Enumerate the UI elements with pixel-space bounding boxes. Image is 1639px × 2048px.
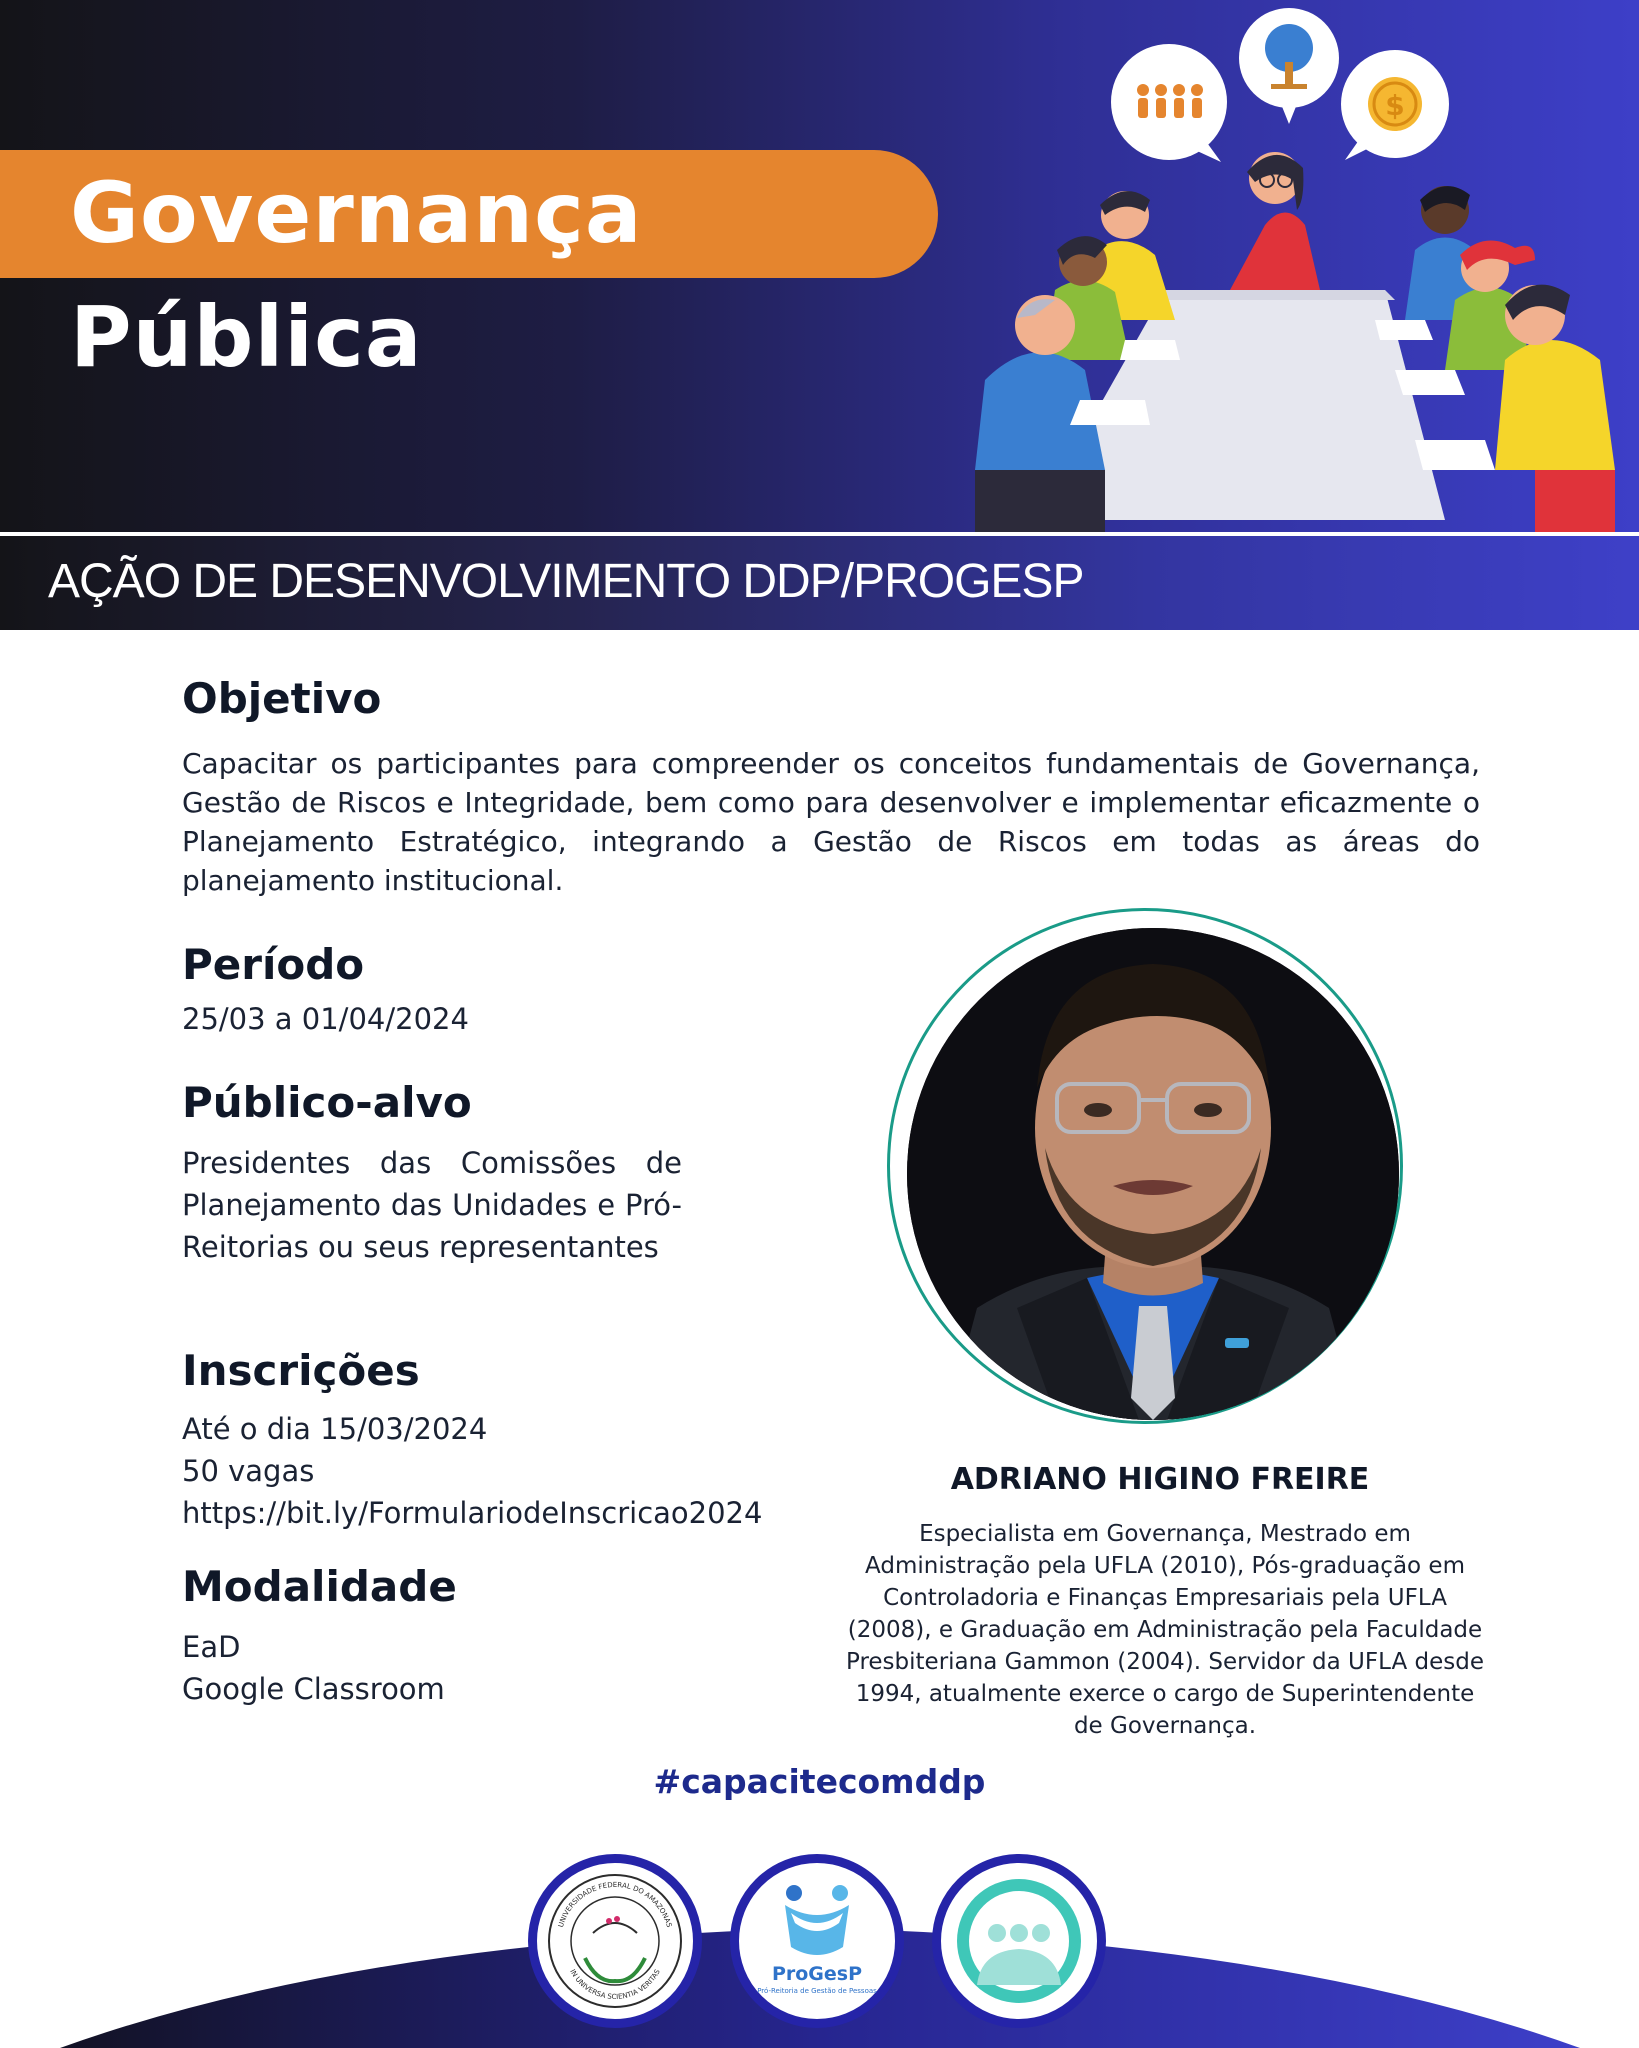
publico-heading: Público-alvo bbox=[182, 1078, 472, 1127]
progesp-logo bbox=[730, 1854, 904, 2028]
objetivo-text: Capacitar os participantes para compreender os conceitos fundamentais de Governança, Gestão de Riscos e Integridade, bem como para desenvolver e implementar eficazmente o Planejamento Estratégico, integrando a Gestão de Riscos em todas as áreas do planejamento institucional. bbox=[182, 747, 1480, 897]
title-line-2: Pública bbox=[70, 288, 423, 386]
speaker-name: ADRIANO HIGINO FREIRE bbox=[950, 1462, 1370, 1497]
inscricoes-link[interactable]: https://bit.ly/FormulariodeInscricao2024 bbox=[182, 1496, 763, 1530]
speaker-bio: Especialista em Governança, Mestrado em Administração pela UFLA (2010), Pós-graduação em Controladoria e Finanças Empresariais pela UFLA (2008), e Graduação em Administração pela Faculdade Presbiteriana Gammon (2004). Servidor da UFLA desde 1994, atualmente exerce o cargo de Superintendente de Governança. bbox=[845, 1521, 1484, 1739]
people-bubble-icon bbox=[1111, 44, 1227, 162]
ddp-logo bbox=[932, 1854, 1106, 2028]
modalidade-line-2: Google Classroom bbox=[182, 1672, 445, 1706]
ufam-ring-top: UNIVERSIDADE FEDERAL DO AMAZONAS bbox=[556, 1880, 674, 1929]
progesp-name: ProGesP bbox=[771, 1963, 863, 1985]
periodo-value: 25/03 a 01/04/2024 bbox=[182, 1002, 469, 1036]
inscricoes-heading: Inscrições bbox=[182, 1346, 420, 1395]
hashtag: #capacitecomddp bbox=[653, 1762, 986, 1801]
speaker-photo bbox=[907, 928, 1399, 1420]
modalidade-line-1: EaD bbox=[182, 1630, 241, 1664]
meeting-illustration bbox=[975, 0, 1639, 534]
tree-bubble-icon bbox=[1239, 8, 1339, 124]
objetivo-heading: Objetivo bbox=[182, 674, 382, 723]
ufam-logo bbox=[528, 1854, 702, 2028]
modalidade-heading: Modalidade bbox=[182, 1562, 457, 1611]
progesp-subtitle: Pró-Reitoria de Gestão de Pessoas bbox=[757, 1987, 877, 1995]
divider-line bbox=[0, 532, 1639, 536]
title-line-1: Governança bbox=[70, 164, 643, 262]
inscricoes-vagas: 50 vagas bbox=[182, 1454, 315, 1488]
header-banner bbox=[0, 0, 1639, 534]
subtitle-text: AÇÃO DE DESENVOLVIMENTO DDP/PROGESP bbox=[48, 555, 1084, 608]
periodo-heading: Período bbox=[182, 940, 365, 989]
svg-text:$: $ bbox=[1385, 89, 1405, 122]
ufam-ring-bottom: IN UNIVERSA SCIENTIA VERITAS bbox=[568, 1968, 662, 2002]
inscricoes-deadline: Até o dia 15/03/2024 bbox=[182, 1412, 488, 1446]
publico-text: Presidentes das Comissões de Planejamento das Unidades e Pró-Reitorias ou seus representantes bbox=[182, 1146, 682, 1264]
coin-bubble-icon bbox=[1341, 50, 1449, 160]
